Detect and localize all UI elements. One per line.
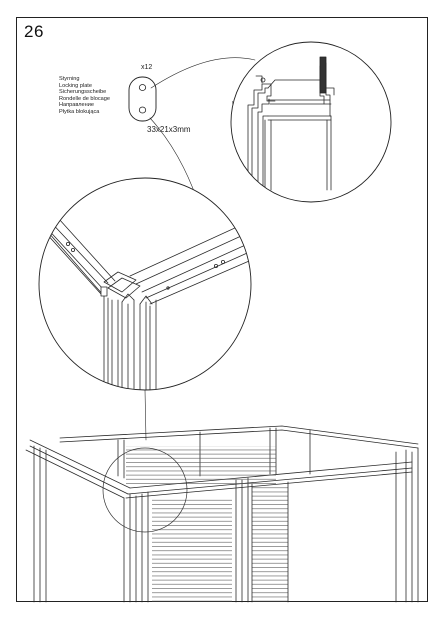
profile-detail-circle [231,42,391,202]
back-wall-panel [126,446,276,486]
locking-plate-name: Styrning [59,76,80,82]
locking-plate-icon [129,77,156,121]
corner-detail-circle [30,178,256,400]
locking-plate-name: Sicherungsscheibe [59,89,107,96]
left-wall-panel [152,498,232,602]
door-panel [252,484,288,602]
step-number: 26 [24,22,44,41]
locking-plate-name: Rondelle de blocage [59,95,111,102]
quantity-label: x12 [141,64,153,71]
locking-plate-name: Locking plate [59,82,92,89]
locking-plate-name: Направление [59,102,94,109]
locking-plate-name: Płytka blokująca [59,108,100,115]
dimensions-label: 33x21x3mm [147,125,191,134]
